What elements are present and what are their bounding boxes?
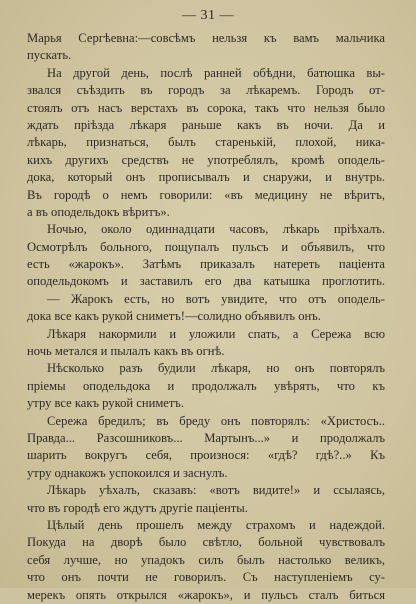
text-line: что онъ почти не говорилъ. Съ наступленіемъ су- bbox=[27, 570, 385, 585]
text-line: утру все какъ рукой сниметъ. bbox=[27, 396, 185, 411]
text-line: звался съѣздить въ городъ за лѣкаремъ. Городъ от- bbox=[27, 83, 385, 98]
text-line: лѣкарь, признаться, былъ старенькій, плохой, ника- bbox=[27, 135, 385, 150]
text-line: Лѣкаря накормили и уложили спать, а Сережа всю bbox=[47, 326, 385, 341]
text-line: Марья Сергѣевна:—совсѣмъ нельзя къ вамъ мальчика bbox=[27, 31, 385, 45]
text-line: утру однакожъ успокоился и заснулъ. bbox=[27, 465, 228, 480]
text-line: Ночью, около одиннадцати часовъ, лѣкарь пріѣхалъ. bbox=[47, 222, 385, 237]
text-line: дока, который онъ прописывалъ и снаружи, и внутрь. bbox=[27, 170, 385, 185]
text-line: Покуда на дворѣ было свѣтло, больной чувствовалъ bbox=[27, 535, 385, 550]
text-line: ждать пріѣзда лѣкаря раньше какъ въ ночи. Да и bbox=[27, 117, 385, 132]
text-line: Въ городѣ о немъ говорили: «въ медицину не вѣритъ, bbox=[27, 187, 385, 202]
text-line: пріемы оподельдока и продолжалъ увѣрять, что къ bbox=[27, 378, 385, 393]
text-line: Сережа бредилъ; въ бреду онъ повторялъ: «Христосъ.. bbox=[47, 413, 385, 428]
text-line: — Жарокъ есть, но вотъ увидите, что отъ оподель- bbox=[47, 291, 385, 306]
text-line: стоялъ отъ насъ верстахъ въ сорока, такъ что нельзя было bbox=[27, 100, 385, 115]
text-line: себя лучше, но упадокъ силъ былъ настолько великъ, bbox=[27, 552, 385, 567]
text-line: мерекъ опять открылся «жарокъ», и пульсъ сталъ биться bbox=[27, 587, 385, 602]
text-line: дока все какъ рукой сниметъ!—солидно объявилъ онъ. bbox=[27, 309, 321, 324]
text-line: есть «жарокъ». Затѣмъ приказалъ натереть пацiента bbox=[27, 257, 385, 272]
text-line: что въ городѣ его ждутъ другіе пацiенты. bbox=[27, 500, 248, 515]
body-text bbox=[27, 30, 385, 604]
text-line: Осмотрѣлъ больного, пощупалъ пульсъ и объявилъ, что bbox=[27, 239, 385, 254]
page-number: — 31 — bbox=[182, 8, 234, 23]
text-line: Правда... Разсошниковъ... Мартынъ...» и продолжалъ bbox=[27, 430, 385, 445]
text-line: шарить вокругъ себя, произнося: «гдѣ? гдѣ?..» Къ bbox=[27, 448, 385, 463]
text-line: оподельдокомъ и заставилъ его два катышка проглотить. bbox=[27, 274, 385, 289]
text-line: ночь метался и пылалъ какъ въ огнѣ. bbox=[27, 344, 225, 359]
text-line: Нѣсколько разъ будили лѣкаря, но онъ повторялъ bbox=[47, 361, 385, 376]
text-line: На другой день, послѣ ранней обѣдни, батюшка вы- bbox=[47, 65, 385, 80]
text-line: кихъ другихъ средствъ не употреблялъ, кромѣ оподель- bbox=[27, 152, 385, 167]
text-line: Цѣлый день прошелъ между страхомъ и надеждой. bbox=[47, 517, 385, 532]
text-line: Лѣкарь уѣхалъ, сказавъ: «вотъ видите!» и ссылаясь, bbox=[47, 483, 385, 498]
text-line: пускать. bbox=[27, 48, 72, 63]
text-line: а въ оподельдокъ вѣритъ». bbox=[27, 204, 170, 219]
